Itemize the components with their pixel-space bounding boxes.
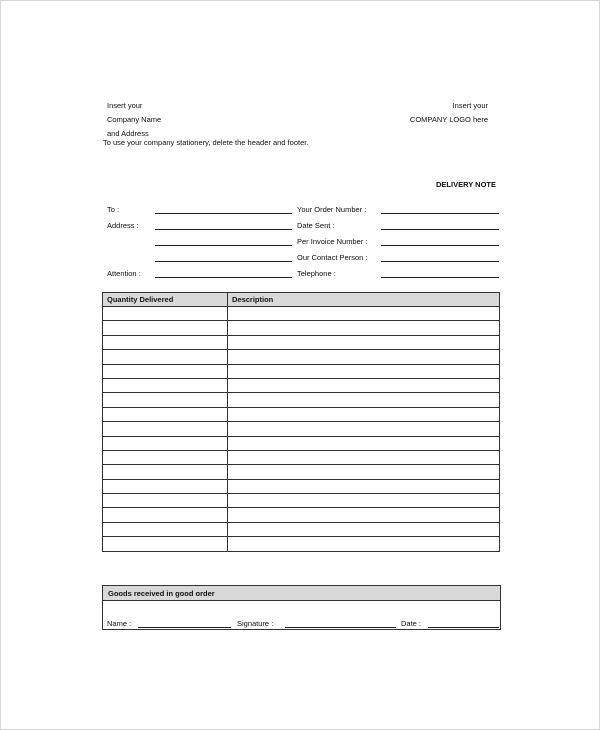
description-cell[interactable] xyxy=(228,350,500,364)
company-line-3: and Address xyxy=(107,129,149,138)
table-row xyxy=(103,378,500,392)
description-cell[interactable] xyxy=(228,465,500,479)
date-label: Date : xyxy=(401,619,422,628)
quantity-cell[interactable] xyxy=(103,364,228,378)
contact-person-label: Our Contact Person : xyxy=(297,253,368,262)
invoice-number-field[interactable] xyxy=(381,245,499,246)
to-field[interactable] xyxy=(155,213,292,214)
description-cell[interactable] xyxy=(228,508,500,522)
table-header-row xyxy=(103,293,500,307)
description-cell[interactable] xyxy=(228,321,500,335)
quantity-delivered-header: Quantity Delivered xyxy=(103,293,228,307)
table-row xyxy=(103,407,500,421)
signature-field[interactable] xyxy=(285,627,396,628)
order-number-label: Your Order Number : xyxy=(297,205,367,214)
quantity-cell[interactable] xyxy=(103,321,228,335)
quantity-cell[interactable] xyxy=(103,393,228,407)
delivery-items-table xyxy=(102,292,500,552)
name-label: Name : xyxy=(107,619,132,628)
name-field[interactable] xyxy=(138,627,231,628)
goods-received-header xyxy=(103,586,500,601)
description-cell[interactable] xyxy=(228,407,500,421)
quantity-cell[interactable] xyxy=(103,335,228,349)
table-row xyxy=(103,422,500,436)
invoice-number-label: Per Invoice Number : xyxy=(297,237,368,246)
quantity-cell[interactable] xyxy=(103,522,228,536)
to-label: To : xyxy=(107,205,120,214)
quantity-cell[interactable] xyxy=(103,350,228,364)
quantity-cell[interactable] xyxy=(103,407,228,421)
date-sent-field[interactable] xyxy=(381,229,499,230)
quantity-cell[interactable] xyxy=(103,422,228,436)
stationery-note: To use your company stationery, delete the header and footer. xyxy=(103,138,309,147)
telephone-label: Telephone : xyxy=(297,269,336,278)
description-cell[interactable] xyxy=(228,522,500,536)
table-row xyxy=(103,522,500,536)
telephone-field[interactable] xyxy=(381,277,499,278)
company-line-2: Company Name xyxy=(107,115,162,124)
description-cell[interactable] xyxy=(228,378,500,392)
description-cell[interactable] xyxy=(228,307,500,321)
table-row xyxy=(103,465,500,479)
contact-person-field[interactable] xyxy=(381,261,499,262)
table-row xyxy=(103,321,500,335)
description-header: Description xyxy=(228,293,500,307)
quantity-cell[interactable] xyxy=(103,537,228,551)
table-row xyxy=(103,393,500,407)
date-sent-label: Date Sent : xyxy=(297,221,335,230)
table-row xyxy=(103,307,500,321)
description-cell[interactable] xyxy=(228,422,500,436)
table-row xyxy=(103,494,500,508)
quantity-cell[interactable] xyxy=(103,307,228,321)
address-field-1[interactable] xyxy=(155,229,292,230)
document-title: DELIVERY NOTE xyxy=(435,180,496,189)
attention-label: Attention : xyxy=(107,269,141,278)
goods-received-box xyxy=(102,585,501,630)
description-cell[interactable] xyxy=(228,494,500,508)
description-cell[interactable] xyxy=(228,393,500,407)
address-label: Address : xyxy=(107,221,139,230)
goods-received-heading: Goods received in good order xyxy=(108,589,215,598)
table-row xyxy=(103,479,500,493)
quantity-cell[interactable] xyxy=(103,436,228,450)
quantity-cell[interactable] xyxy=(103,450,228,464)
description-cell[interactable] xyxy=(228,479,500,493)
description-cell[interactable] xyxy=(228,335,500,349)
description-cell[interactable] xyxy=(228,364,500,378)
quantity-cell[interactable] xyxy=(103,465,228,479)
table-row xyxy=(103,364,500,378)
description-cell[interactable] xyxy=(228,537,500,551)
table-row xyxy=(103,350,500,364)
table-row xyxy=(103,450,500,464)
attention-field[interactable] xyxy=(155,277,292,278)
company-line-1: Insert your xyxy=(107,101,143,110)
address-field-2[interactable] xyxy=(155,245,292,246)
quantity-cell[interactable] xyxy=(103,494,228,508)
quantity-cell[interactable] xyxy=(103,479,228,493)
quantity-cell[interactable] xyxy=(103,378,228,392)
table-row xyxy=(103,508,500,522)
quantity-cell[interactable] xyxy=(103,508,228,522)
order-number-field[interactable] xyxy=(381,213,499,214)
description-cell[interactable] xyxy=(228,436,500,450)
table-row xyxy=(103,335,500,349)
table-row xyxy=(103,537,500,551)
address-field-3[interactable] xyxy=(155,261,292,262)
table-row xyxy=(103,436,500,450)
signature-label: Signature : xyxy=(237,619,274,628)
logo-line-1: Insert your xyxy=(452,101,488,110)
description-cell[interactable] xyxy=(228,450,500,464)
date-field[interactable] xyxy=(428,627,499,628)
logo-line-2: COMPANY LOGO here xyxy=(409,115,488,124)
table-body xyxy=(103,307,500,552)
